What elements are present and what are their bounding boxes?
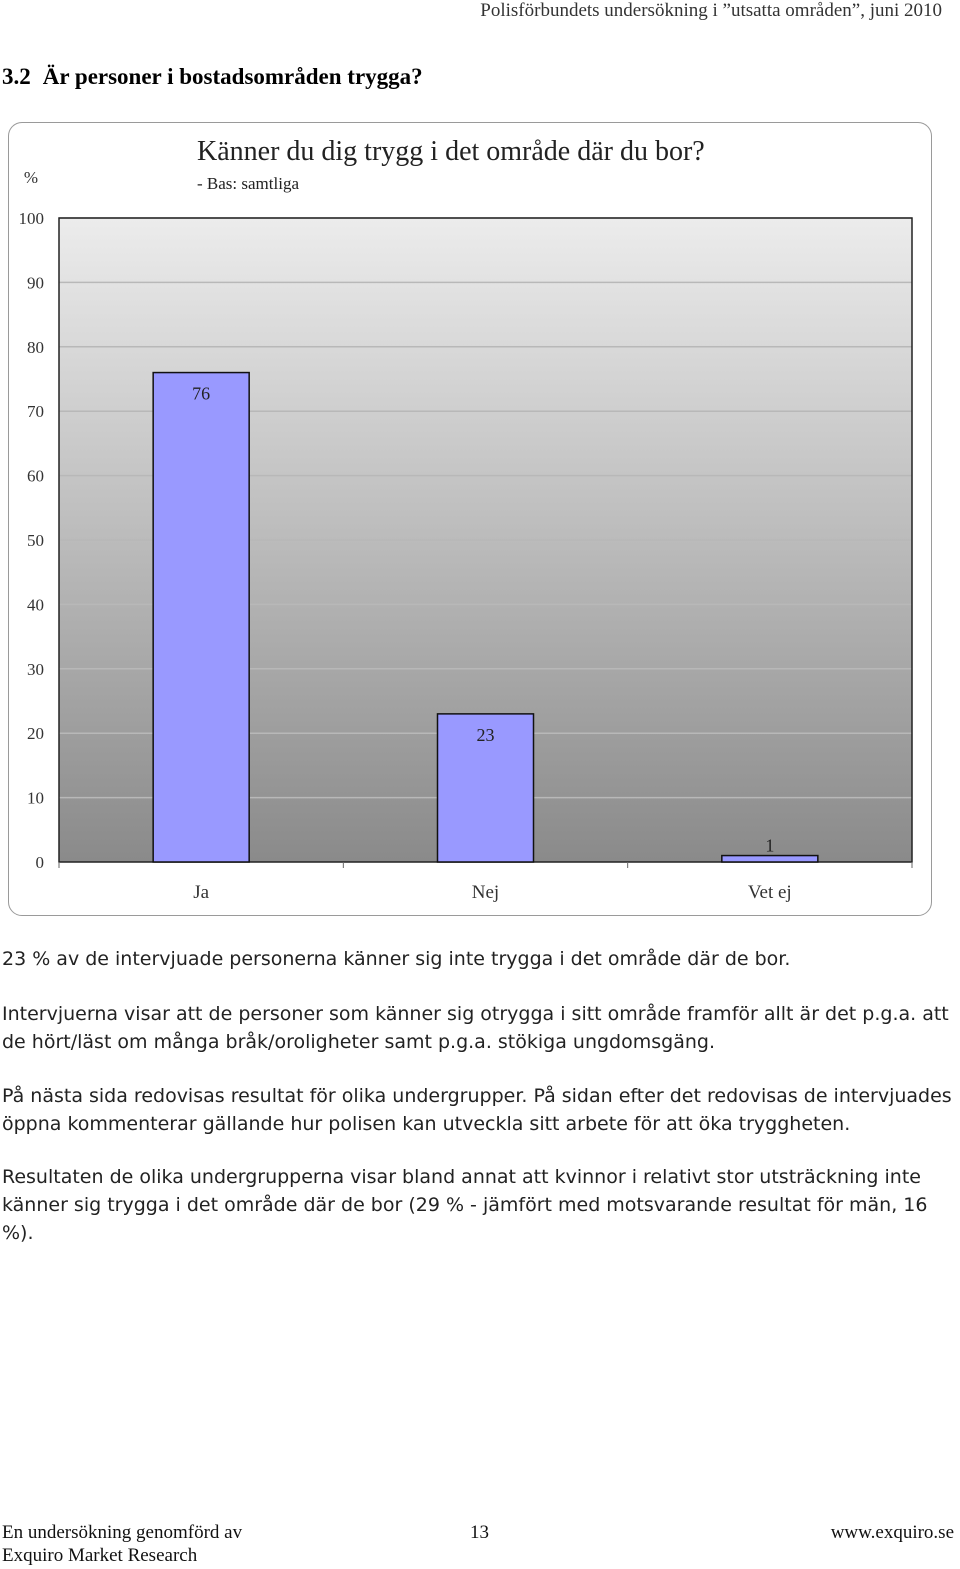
bar-vet-ej [722,856,818,862]
data-label: 76 [192,383,211,404]
footer-url[interactable]: www.exquiro.se [830,1522,954,1543]
chart-title: Känner du dig trygg i det område där du bor? [197,136,705,167]
y-tick-label: 40 [27,595,44,615]
y-tick-label: 10 [27,788,44,808]
section-title: Är personer i bostadsområden trygga? [42,64,423,89]
y-axis-unit: % [23,168,39,187]
y-tick-label: 90 [27,273,44,293]
paragraph-subgroups: Resultaten de olika undergrupperna visar bland annat att kvinnor i relativt stor utsträckning inte känner sig trygga i det område där de bor (29 % - jämfört med motsvarande resultat för män, 16 %). [2,1166,928,1244]
footer-credit: En undersökning genomförd av [2,1522,243,1543]
x-tick-label: Nej [471,882,500,903]
data-label: 1 [765,835,775,856]
y-tick-label: 50 [27,531,44,550]
page-header: Polisförbundets undersökning i ”utsatta områden”, juni 2010 [480,0,942,21]
data-label: 23 [476,724,495,745]
y-tick-label: 70 [27,402,44,422]
y-tick-label: 100 [18,209,44,228]
paragraph-summary: 23 % av de intervjuade personerna känner sig inte trygga i det område där de bor. [2,948,791,970]
bar-ja [153,373,249,862]
section-number: 3.2 [2,64,31,89]
x-tick-label: Vet ej [747,882,792,903]
y-tick-label: 30 [27,659,44,679]
y-tick-label: 60 [27,466,44,486]
page-number: 13 [470,1522,489,1543]
y-tick-label: 0 [35,853,44,872]
footer-company: Exquiro Market Research [2,1545,198,1566]
chart-subtitle: - Bas: samtliga [197,174,299,193]
paragraph-reasons: Intervjuerna visar att de personer som känner sig otrygga i sitt område framför allt är det p.g.a. att de hört/läst om många bråk/oroligheter samt p.g.a. stökiga ungdomsgäng. [2,1003,949,1053]
y-tick-label: 20 [27,724,44,744]
y-tick-label: 80 [27,337,44,357]
paragraph-next-pages: På nästa sida redovisas resultat för olika undergrupper. På sidan efter det redovisas de intervjuades öppna kommenterar gällande hur polisen kan utveckla sitt arbete för att öka tryggheten. [2,1085,952,1135]
x-tick-label: Ja [193,882,210,903]
